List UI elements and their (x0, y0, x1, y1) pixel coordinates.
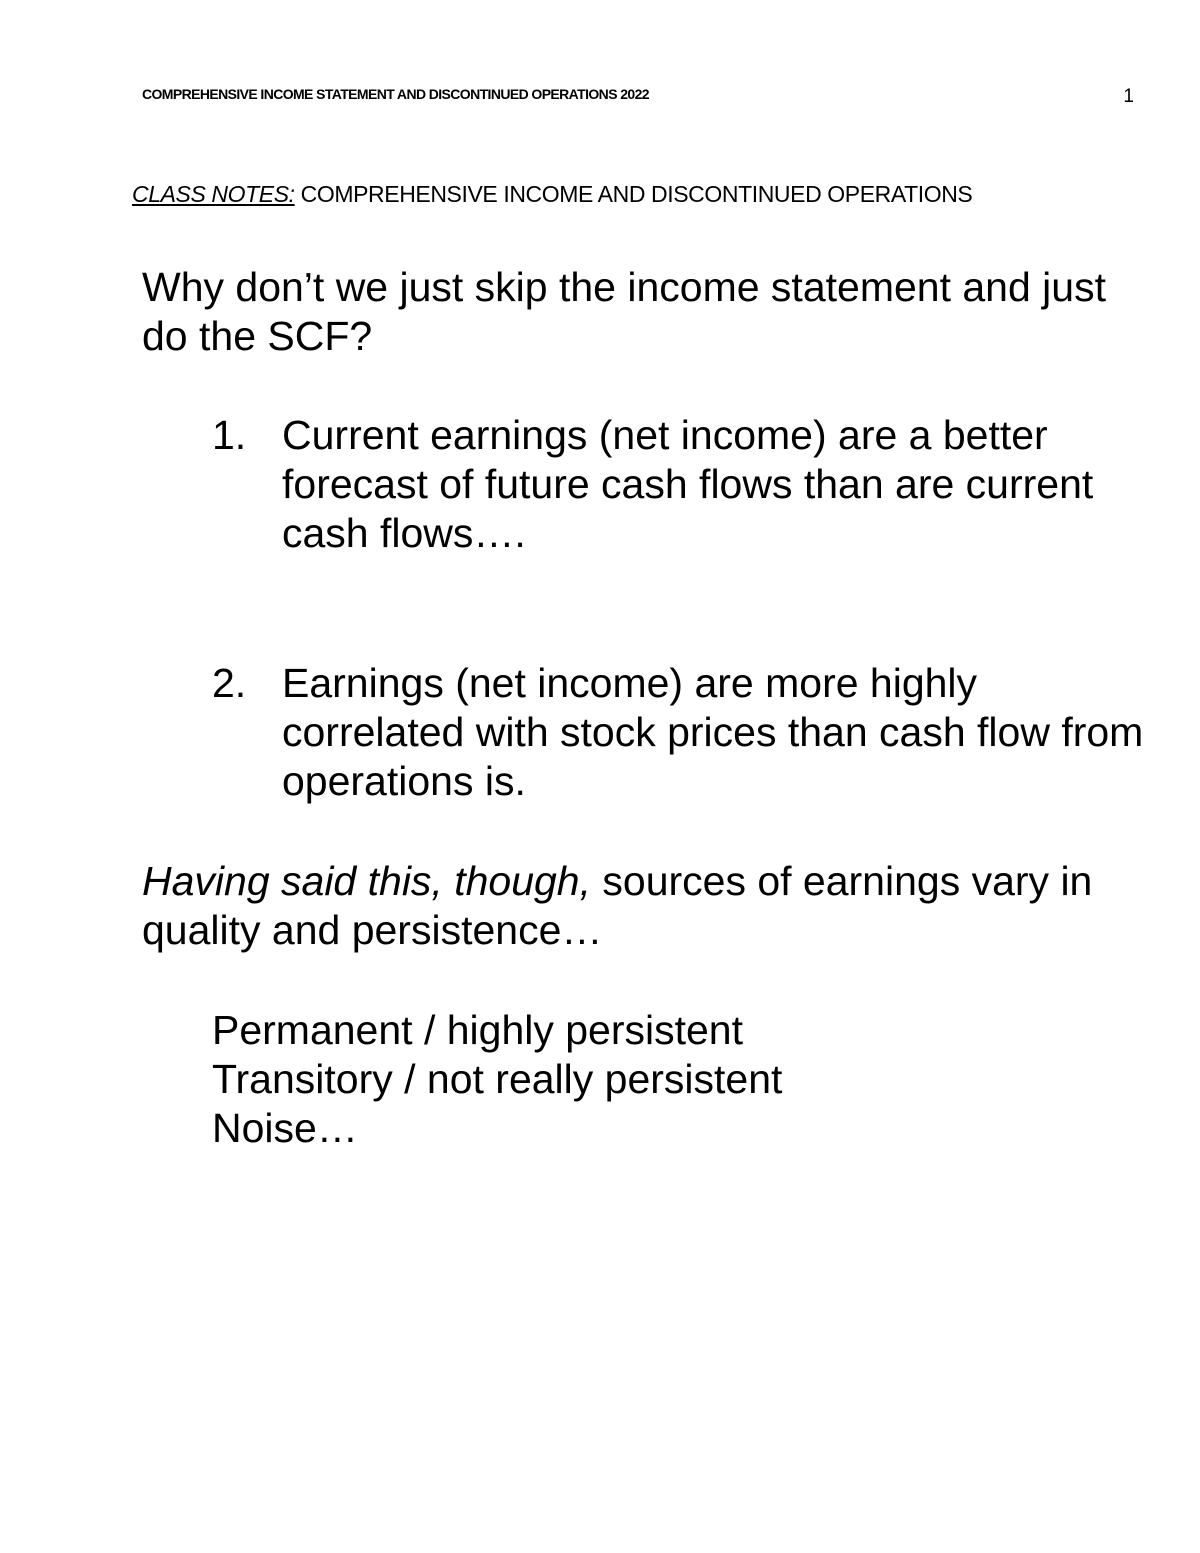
page-number: 1 (1123, 86, 1134, 107)
earnings-categories-list (212, 1006, 782, 1153)
running-header-title: COMPREHENSIVE INCOME STATEMENT AND DISCONTINUED OPERATIONS 2022 (142, 86, 649, 102)
list-item: Noise… (212, 1105, 358, 1151)
list-item: Transitory / not really persistent (212, 1056, 783, 1102)
reason-item (212, 659, 1152, 806)
class-notes-line (132, 181, 972, 208)
class-notes-topic: COMPREHENSIVE INCOME AND DISCONTINUED OPERATIONS (300, 181, 973, 207)
lead-question: Why don’t we just skip the income statement and just do the SCF? (142, 264, 1106, 359)
reason-text: Current earnings (net income) are a better forecast of future cash flows than are current cash flows…. (282, 412, 1094, 556)
reason-number: 1. (212, 412, 247, 458)
caveat-emphasis: Having said this, though, (142, 858, 591, 904)
caveat-text: sources of earnings vary in quality and persistence… (142, 858, 1093, 953)
reason-number: 2. (212, 660, 247, 706)
caveat-paragraph (142, 857, 1142, 955)
class-notes-label: CLASS NOTES: (132, 181, 295, 207)
reason-item (212, 411, 1152, 558)
list-item: Permanent / highly persistent (212, 1007, 743, 1053)
reason-text: Earnings (net income) are more highly correlated with stock prices than cash flow from operations is. (282, 660, 1144, 804)
